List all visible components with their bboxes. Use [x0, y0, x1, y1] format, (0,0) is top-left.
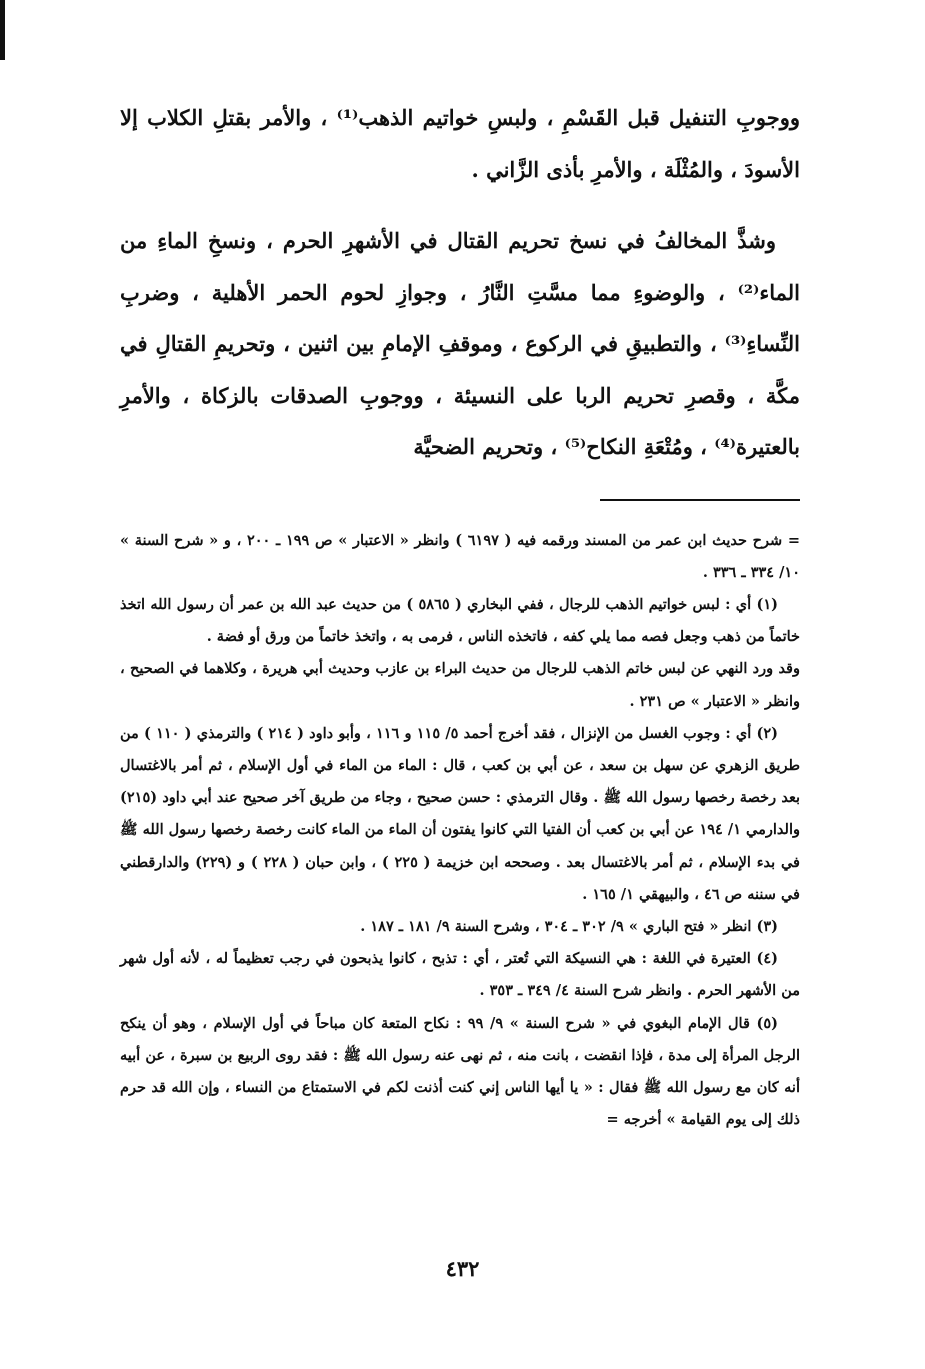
- footnote-1: (١) أي : لبس خواتيم الذهب للرجال ، ففي البخاري ( ٥٨٦٥ ) من حديث عبد الله بن عمر أن رسول الله اتخذ خاتماً من ذهب وجعل فصه مما يلي كفه ، فاتخذه الناس ، فرمى به ، واتخذ خاتماً من ورق أو فضة .: [120, 595, 800, 646]
- main-text: [120, 92, 800, 473]
- footnote-4: (٤) العتيرة في اللغة : هي النسيكة التي تُعتر ، أي : تذبح ، كانوا يذبحون في رجب تعظيماً له ، لأنه أول شهر من الأشهر الحرم . وانظر شرح السنة ٤/ ٣٤٩ ـ ٣٥٣ .: [120, 950, 800, 1000]
- main-paragraph-1: ووجوبِ التنفيل قبل القَسْمِ ، ولبسِ خواتيم الذهب⁽¹⁾ ، والأمر بقتلِ الكلاب إلا الأسودَ ، والمُثْلَة ، والأمرِ بأذى الزَّاني .: [120, 105, 800, 182]
- scan-edge-mark: [0, 0, 5, 60]
- footnotes: [120, 525, 800, 1137]
- page-content: [120, 92, 800, 1136]
- footnote-1-continued: وقد ورد النهي عن لبس خاتم الذهب للرجال من حديث البراء بن عازب وحديث أبي هريرة ، وكلاهما في الصحيح ، وانظر « الاعتبار » ص ٢٣١ .: [120, 660, 800, 710]
- page-number: ٤٣٢: [445, 1256, 480, 1281]
- footnote-5: (٥) قال الإمام البغوي في « شرح السنة » ٩/ ٩٩ : نكاح المتعة كان مباحاً في أول الإسلام ، وهو أن ينكح الرجل المرأة إلى مدة ، فإذا انقضت ، بانت منه ، ثم نهى عنه رسول الله ﷺ : فقد روى الربيع بن سبرة ، عن أبيه أنه كان مع رسول الله ﷺ فقال : « يا أيها الناس إني كنت أذنت لكم في الاستمتاع من النساء ، وإن الله قد حرم ذلك إلى يوم القيامة » أخرجه =: [120, 1014, 800, 1129]
- footnote-continuation: = شرح حديث ابن عمر من المسند ورقمه فيه ( ٦١٩٧ ) وانظر « الاعتبار » ص ١٩٩ ـ ٢٠٠ ، و « شرح السنة » ١٠/ ٣٣٤ ـ ٣٣٦ .: [120, 531, 800, 581]
- main-paragraph-2: وشذَّ المخالفُ في نسخ تحريم القتال في الأشهرِ الحرم ، ونسخِ الماءِ من الماء⁽²⁾ ، والوضوءِ مما مسَّتِ النَّارُ ، وجوازِ لحوم الحمر الأهلية ، وضربِ النِّساءِ⁽³⁾ ، والتطبيقِ في الركوع ، وموقفِ الإمامِ بين اثنين ، وتحريمِ القتالِ في مكَّة ، وقصرِ تحريم الربا على النسيئة ، ووجوبِ الصدقات بالزكاة ، والأمرِ بالعتيرة⁽⁴⁾ ، ومُتْعَةِ النكاح⁽⁵⁾ ، وتحريم الضحيَّة: [120, 228, 800, 459]
- footnote-2: (٢) أي : وجوب الغسل من الإنزال ، فقد أخرج أحمد ٥/ ١١٥ و ١١٦ ، وأبو داود ( ٢١٤ ) والترمذي ( ١١٠ ) من طريق الزهري عن سهل بن سعد ، عن أبي بن كعب ، قال : الماء من الماء في أول الإسلام ، ثم أمر بالاغتسال بعد رخصة رخصها رسول الله ﷺ . وقال الترمذي : حسن صحيح ، وجاء من طريق آخر صحيح عند أبي داود (٢١٥) والدارمي ١/ ١٩٤ عن أبي بن كعب أن الفتيا التي كانوا يفتون أن الماء من الماء كانت رخصة رخصها رسول الله ﷺ في بدء الإسلام ، ثم أمر بالاغتسال بعد . وصححه ابن خزيمة ( ٢٢٥ ) ، وابن حبان ( ٢٢٨ ) و (٢٢٩) والدارقطني في سننه ص ٤٦ ، والبيهقي ١/ ١٦٥ .: [120, 724, 800, 903]
- footnote-separator: [600, 499, 800, 501]
- footnote-3: (٣) انظر « فتح الباري » ٩/ ٣٠٢ ـ ٣٠٤ ، وشرح السنة ٩/ ١٨١ ـ ١٨٧ .: [360, 917, 778, 935]
